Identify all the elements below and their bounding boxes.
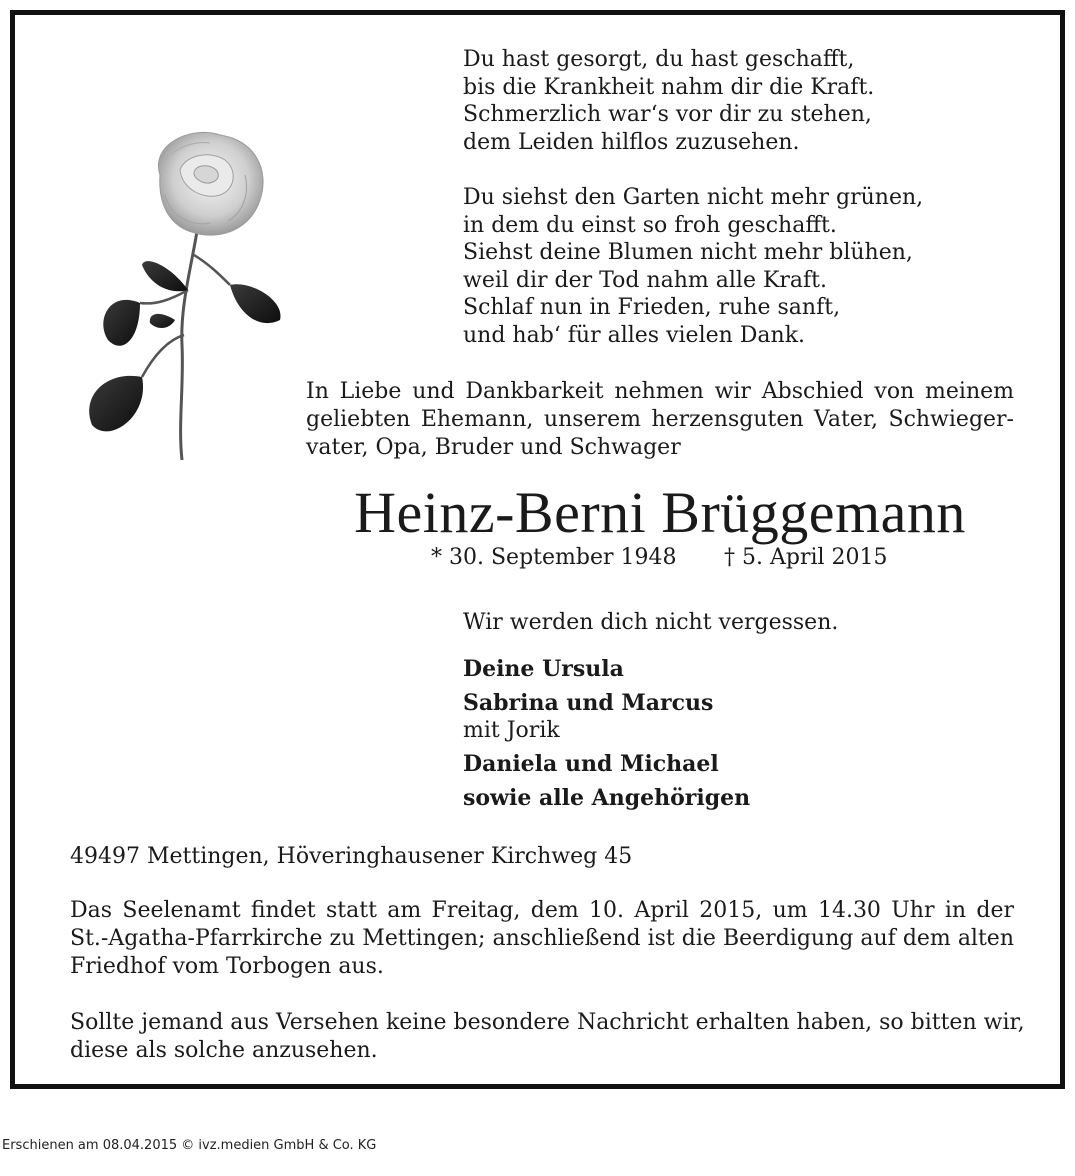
intro-paragraph: [306, 378, 1014, 462]
mourner-sub: mit Jorik: [463, 718, 560, 743]
poem-stanza-1: Du hast gesorgt, du hast geschafft, bis die Krankheit nahm dir die Kraft. Schmerzlich war‘s vor dir zu stehen, dem Leiden hilflos zuzusehen.: [463, 47, 875, 155]
poem-stanza-2: Du siehst den Garten nicht mehr grünen, in dem du einst so froh geschafft. Siehst deine Blumen nicht mehr blühen, weil dir der Tod nahm alle Kraft. Schlaf nun in Frieden, ruhe sanft, und hab‘ für alles vielen Dank.: [463, 185, 924, 348]
notice-line: Sollte jemand aus Versehen keine besondere Nachricht erhalten haben, so bitten wir,: [70, 1010, 1025, 1035]
notice-paragraph: [70, 1009, 1025, 1065]
mourner-name: Deine Ursula: [463, 656, 624, 682]
mourner-name: sowie alle Angehörigen: [463, 785, 751, 811]
rose-icon: [70, 115, 305, 475]
notice-line: diese als solche anzusehen.: [70, 1038, 378, 1063]
service-line: Friedhof vom Torbogen aus.: [70, 954, 384, 979]
mourners-list: [463, 656, 750, 812]
publication-footer: Erschienen am 08.04.2015 © ivz.medien GmbH & Co. KG: [2, 1138, 377, 1153]
intro-line: In Liebe und Dankbarkeit nehmen wir Abschied von meinem: [306, 379, 1014, 404]
obituary-notice: [10, 10, 1065, 1089]
intro-line: vater, Opa, Bruder und Schwager: [306, 435, 681, 460]
service-line: Das Seelenamt findet statt am Freitag, dem 10. April 2015, um 14.30 Uhr in der: [70, 898, 1014, 923]
address: 49497 Mettingen, Höveringhausener Kirchweg 45: [70, 844, 633, 869]
mourner-name: Daniela und Michael: [463, 751, 719, 777]
mourner-name: Sabrina und Marcus: [463, 690, 714, 716]
farewell-line: Wir werden dich nicht vergessen.: [463, 610, 839, 635]
service-line: St.-Agatha-Pfarrkirche zu Mettingen; anschließend ist die Beerdigung auf dem alten: [70, 926, 1014, 951]
deceased-name: Heinz-Berni Brüggemann: [354, 480, 966, 545]
intro-line: geliebten Ehemann, unserem herzensguten Vater, Schwieger-: [306, 407, 1014, 432]
death-date: † 5. April 2015: [724, 545, 888, 570]
service-paragraph: [70, 897, 1014, 981]
birth-date: * 30. September 1948: [431, 545, 677, 570]
